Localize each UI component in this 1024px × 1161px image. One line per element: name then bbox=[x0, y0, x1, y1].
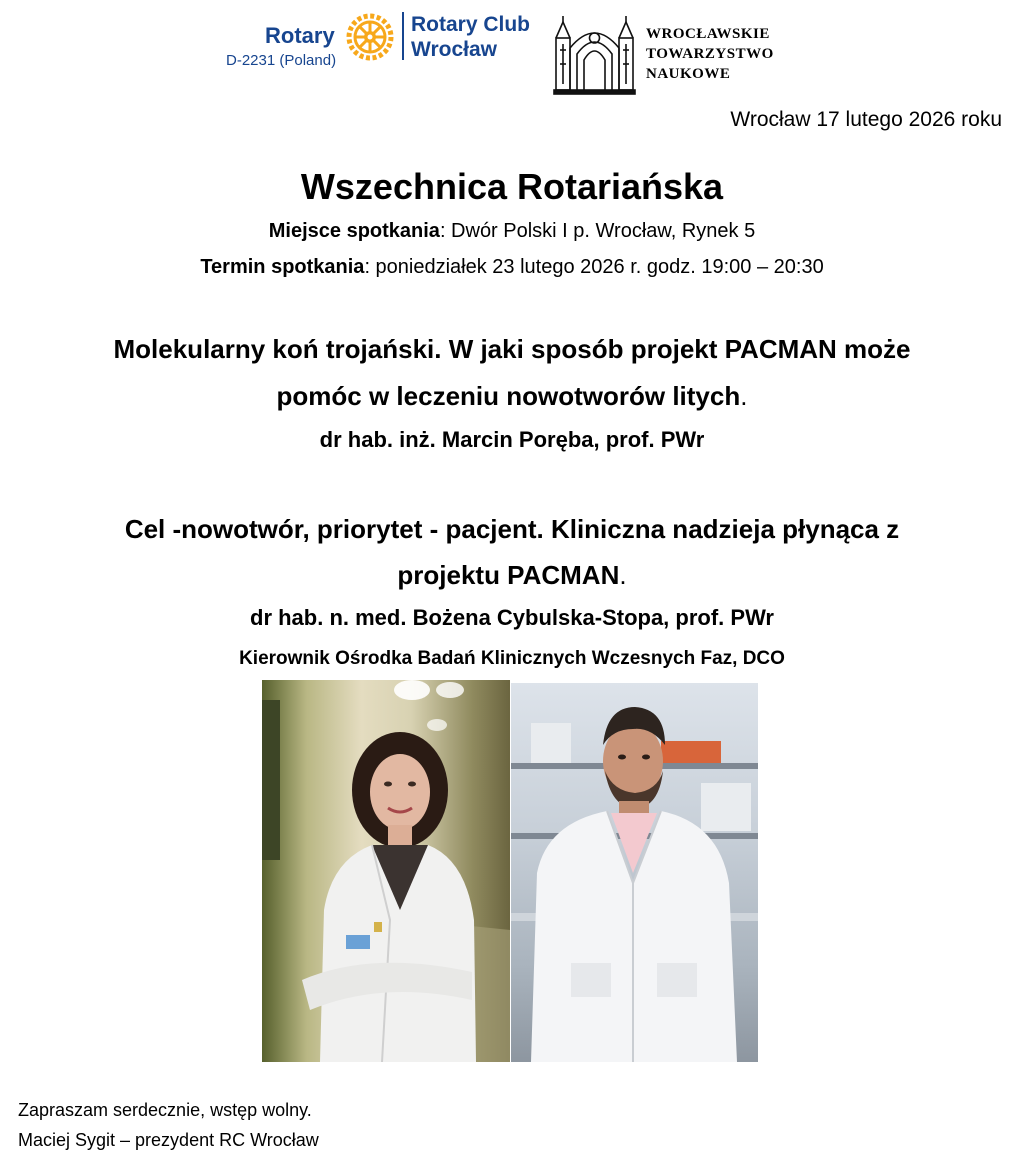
portrait-man-icon bbox=[511, 683, 758, 1062]
talk-2-title-end: . bbox=[619, 560, 627, 590]
rotary-club-name-line-1: Rotary Club bbox=[411, 13, 531, 36]
document-date: Wrocław 17 lutego 2026 roku bbox=[730, 108, 1002, 131]
rotary-logo-divider bbox=[402, 12, 404, 60]
wtn-name-line-3: NAUKOWE bbox=[646, 66, 731, 82]
talk-2-speaker-role: Kierownik Ośrodka Badań Klinicznych Wczesnych Faz, DCO bbox=[239, 648, 785, 669]
closing-signature: Maciej Sygit – prezydent RC Wrocław bbox=[18, 1130, 319, 1150]
rotary-district-label: D-2231 (Poland) bbox=[226, 52, 337, 69]
rotary-logo-word: Rotary bbox=[265, 23, 335, 48]
talk-1-title-end: . bbox=[740, 381, 748, 411]
event-time-label: Termin spotkania bbox=[200, 256, 365, 278]
closing-invitation: Zapraszam serdecznie, wstęp wolny. bbox=[18, 1100, 312, 1120]
event-place bbox=[0, 220, 1024, 243]
event-title: Wszechnica Rotariańska bbox=[300, 166, 724, 207]
talk-2-title-line-1: Cel -nowotwór, priorytet - pacjent. Kliniczna nadzieja płynąca z bbox=[124, 514, 900, 544]
rotary-club-name-line-2: Wrocław bbox=[411, 38, 497, 61]
event-time bbox=[0, 256, 1024, 279]
event-place-value: : Dwór Polski I p. Wrocław, Rynek 5 bbox=[439, 220, 756, 242]
event-time-value: : poniedziałek 23 lutego 2026 r. godz. 19:00 – 20:30 bbox=[364, 256, 824, 278]
event-place-label: Miejsce spotkania bbox=[268, 220, 440, 242]
talk-2-title-line-2-wrap bbox=[0, 554, 1024, 596]
portrait-woman-icon bbox=[262, 680, 510, 1062]
talk-2-speaker: dr hab. n. med. Bożena Cybulska-Stopa, prof. PWr bbox=[250, 605, 774, 630]
gothic-portal-icon bbox=[552, 14, 637, 96]
talk-1-title-line-2: pomóc w leczeniu nowotworów litych bbox=[276, 381, 741, 411]
talk-1-speaker: dr hab. inż. Marcin Poręba, prof. PWr bbox=[319, 427, 705, 452]
talk-1-title-line-2-wrap bbox=[0, 375, 1024, 417]
talk-1-title-line-1: Molekularny koń trojański. W jaki sposób projekt PACMAN może bbox=[113, 334, 911, 364]
wtn-name-line-2: TOWARZYSTWO bbox=[646, 46, 774, 62]
talk-2-title-line-2: projektu PACMAN bbox=[397, 560, 620, 590]
rotary-wheel-icon bbox=[345, 12, 395, 62]
wtn-name-line-1: WROCŁAWSKIE bbox=[646, 26, 770, 42]
